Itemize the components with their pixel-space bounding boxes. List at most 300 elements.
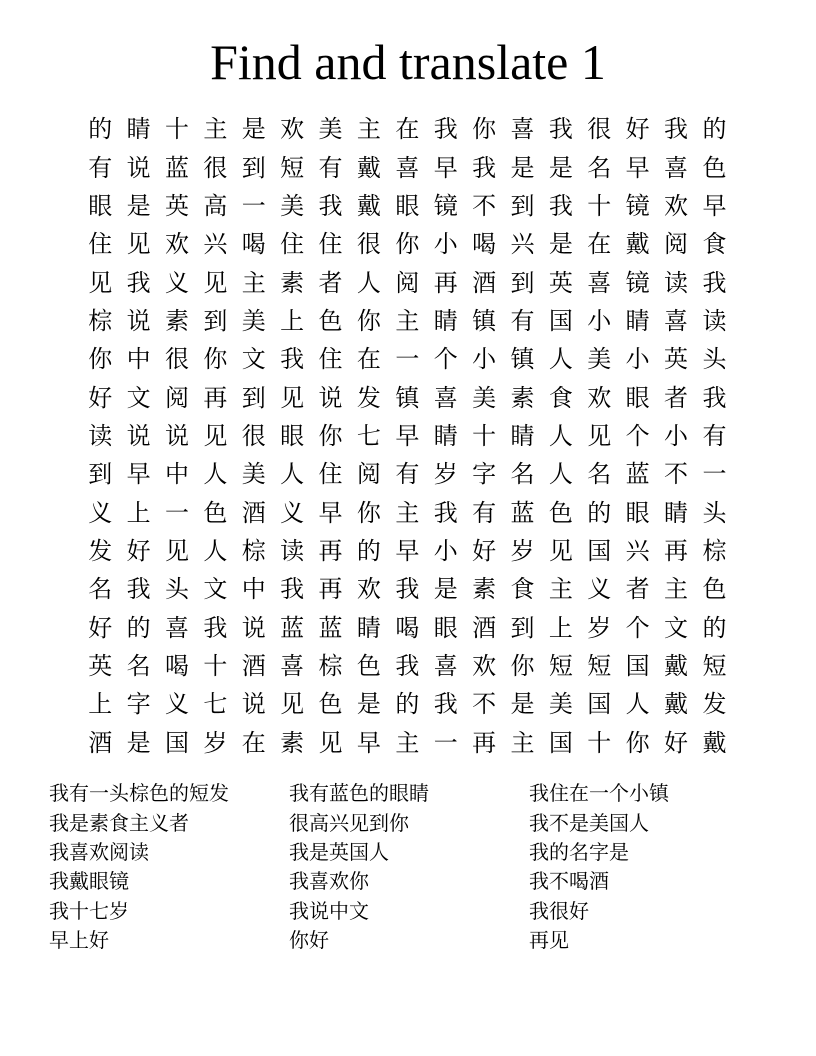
grid-cell: 欢 [164, 230, 189, 259]
grid-cell: 个 [433, 345, 458, 374]
grid-cell: 我 [472, 153, 497, 182]
grid-cell: 喜 [664, 153, 689, 182]
grid-cell: 小 [625, 345, 650, 374]
grid-cell: 蓝 [280, 613, 305, 642]
grid-row [81, 263, 735, 301]
grid-cell: 一 [164, 498, 189, 527]
grid-cell: 酒 [472, 613, 497, 642]
grid-cell: 喜 [433, 651, 458, 680]
grid-cell: 你 [318, 421, 343, 450]
grid-cell: 住 [318, 460, 343, 489]
grid-cell: 是 [548, 230, 573, 259]
grid-cell: 睛 [510, 421, 535, 450]
grid-cell: 我 [203, 613, 228, 642]
grid-cell: 七 [203, 690, 228, 719]
grid-cell: 人 [203, 460, 228, 489]
grid-cell: 睛 [433, 306, 458, 335]
grid-cell: 我 [702, 383, 727, 412]
grid-cell: 见 [280, 383, 305, 412]
grid-cell: 色 [203, 498, 228, 527]
grid-cell: 我 [126, 575, 151, 604]
grid-cell: 一 [702, 460, 727, 489]
grid-cell: 阅 [395, 268, 420, 297]
grid-cell: 色 [318, 306, 343, 335]
grid-cell: 美 [241, 460, 266, 489]
grid-cell: 你 [356, 306, 381, 335]
grid-cell: 名 [510, 460, 535, 489]
grid-cell: 十 [587, 728, 612, 757]
grid-cell: 中 [164, 460, 189, 489]
grid-cell: 说 [318, 383, 343, 412]
grid-cell: 义 [88, 498, 113, 527]
grid-cell: 名 [587, 153, 612, 182]
grid-cell: 你 [625, 728, 650, 757]
grid-cell: 住 [88, 230, 113, 259]
grid-cell: 头 [702, 345, 727, 374]
grid-cell: 的 [702, 115, 727, 144]
grid-cell: 岁 [203, 728, 228, 757]
grid-row [81, 378, 735, 416]
grid-cell: 戴 [664, 690, 689, 719]
grid-row [81, 724, 735, 762]
grid-cell: 阅 [164, 383, 189, 412]
grid-cell: 主 [395, 498, 420, 527]
grid-cell: 早 [318, 498, 343, 527]
grid-cell: 读 [702, 306, 727, 335]
grid-cell: 岁 [587, 613, 612, 642]
grid-cell: 我 [280, 345, 305, 374]
grid-cell: 酒 [88, 728, 113, 757]
grid-cell: 镜 [625, 268, 650, 297]
grid-cell: 到 [88, 460, 113, 489]
grid-cell: 兴 [510, 230, 535, 259]
grid-cell: 好 [664, 728, 689, 757]
grid-cell: 眼 [625, 498, 650, 527]
grid-cell: 主 [395, 728, 420, 757]
grid-cell: 见 [88, 268, 113, 297]
grid-cell: 说 [241, 613, 266, 642]
grid-cell: 主 [510, 728, 535, 757]
word-item: 你好 [289, 928, 329, 953]
grid-cell: 镇 [472, 306, 497, 335]
grid-cell: 色 [702, 153, 727, 182]
word-list-row [49, 926, 769, 955]
word-item: 我有一头棕色的短发 [49, 781, 229, 806]
grid-cell: 你 [88, 345, 113, 374]
grid-cell: 很 [164, 345, 189, 374]
grid-cell: 义 [164, 268, 189, 297]
grid-cell: 棕 [318, 651, 343, 680]
grid-cell: 美 [548, 690, 573, 719]
grid-cell: 眼 [433, 613, 458, 642]
grid-cell: 酒 [472, 268, 497, 297]
grid-cell: 国 [625, 651, 650, 680]
grid-cell: 国 [548, 728, 573, 757]
grid-cell: 岁 [433, 460, 458, 489]
grid-cell: 中 [126, 345, 151, 374]
grid-cell: 说 [164, 421, 189, 450]
grid-cell: 色 [356, 651, 381, 680]
grid-cell: 眼 [625, 383, 650, 412]
grid-cell: 是 [510, 690, 535, 719]
grid-cell: 我 [433, 498, 458, 527]
grid-cell: 人 [203, 536, 228, 565]
grid-row [81, 417, 735, 455]
grid-cell: 食 [510, 575, 535, 604]
grid-cell: 棕 [88, 306, 113, 335]
grid-cell: 我 [433, 690, 458, 719]
grid-cell: 说 [126, 306, 151, 335]
grid-cell: 发 [356, 383, 381, 412]
grid-cell: 喝 [395, 613, 420, 642]
grid-cell: 睛 [356, 613, 381, 642]
grid-cell: 短 [587, 651, 612, 680]
grid-cell: 文 [241, 345, 266, 374]
grid-cell: 人 [280, 460, 305, 489]
grid-cell: 再 [664, 536, 689, 565]
word-item: 我戴眼镜 [49, 869, 129, 894]
grid-cell: 我 [433, 115, 458, 144]
word-item: 我喜欢阅读 [49, 839, 149, 864]
grid-cell: 读 [88, 421, 113, 450]
word-item: 我的名字是 [529, 839, 629, 864]
grid-cell: 主 [241, 268, 266, 297]
grid-cell: 人 [548, 345, 573, 374]
grid-cell: 色 [702, 575, 727, 604]
grid-cell: 镇 [510, 345, 535, 374]
grid-cell: 在 [241, 728, 266, 757]
grid-cell: 说 [126, 421, 151, 450]
grid-cell: 短 [702, 651, 727, 680]
grid-cell: 见 [280, 690, 305, 719]
word-item: 再见 [529, 928, 569, 953]
word-list-row [49, 867, 769, 896]
grid-cell: 说 [241, 690, 266, 719]
grid-row [81, 302, 735, 340]
grid-row [81, 685, 735, 723]
grid-cell: 早 [356, 728, 381, 757]
word-item: 我说中文 [289, 898, 369, 923]
grid-cell: 主 [356, 115, 381, 144]
grid-row [81, 532, 735, 570]
grid-cell: 我 [548, 191, 573, 220]
grid-cell: 有 [472, 498, 497, 527]
grid-cell: 再 [433, 268, 458, 297]
grid-cell: 戴 [702, 728, 727, 757]
grid-cell: 我 [395, 651, 420, 680]
grid-cell: 人 [625, 690, 650, 719]
grid-cell: 人 [548, 460, 573, 489]
grid-cell: 我 [280, 575, 305, 604]
grid-cell: 睛 [625, 306, 650, 335]
word-item: 我是素食主义者 [49, 810, 189, 835]
grid-cell: 喝 [164, 651, 189, 680]
grid-cell: 美 [587, 345, 612, 374]
word-item: 早上好 [49, 928, 109, 953]
grid-cell: 小 [433, 536, 458, 565]
grid-cell: 食 [702, 230, 727, 259]
grid-cell: 住 [318, 230, 343, 259]
grid-cell: 眼 [88, 191, 113, 220]
grid-cell: 是 [510, 153, 535, 182]
grid-cell: 的 [587, 498, 612, 527]
grid-cell: 再 [318, 536, 343, 565]
grid-cell: 酒 [241, 498, 266, 527]
grid-cell: 兴 [203, 230, 228, 259]
grid-cell: 我 [702, 268, 727, 297]
word-search-grid [81, 110, 735, 762]
grid-cell: 文 [203, 575, 228, 604]
page-title: Find and translate 1 [210, 34, 606, 90]
grid-cell: 再 [203, 383, 228, 412]
grid-row [81, 493, 735, 531]
grid-cell: 蓝 [625, 460, 650, 489]
grid-cell: 头 [164, 575, 189, 604]
grid-cell: 早 [395, 536, 420, 565]
grid-row [81, 340, 735, 378]
grid-cell: 发 [702, 690, 727, 719]
grid-cell: 很 [203, 153, 228, 182]
grid-cell: 蓝 [164, 153, 189, 182]
grid-cell: 有 [318, 153, 343, 182]
grid-cell: 喜 [433, 383, 458, 412]
grid-cell: 是 [241, 115, 266, 144]
grid-cell: 见 [126, 230, 151, 259]
grid-cell: 文 [664, 613, 689, 642]
grid-cell: 个 [625, 421, 650, 450]
grid-cell: 阅 [664, 230, 689, 259]
grid-cell: 短 [548, 651, 573, 680]
grid-cell: 喜 [664, 306, 689, 335]
word-item: 我不是美国人 [529, 810, 649, 835]
grid-cell: 十 [587, 191, 612, 220]
grid-row [81, 187, 735, 225]
grid-cell: 读 [664, 268, 689, 297]
word-item: 很高兴见到你 [289, 810, 409, 835]
grid-cell: 蓝 [510, 498, 535, 527]
grid-cell: 文 [126, 383, 151, 412]
grid-cell: 喜 [164, 613, 189, 642]
word-list-row [49, 838, 769, 867]
grid-cell: 的 [88, 115, 113, 144]
grid-row [81, 455, 735, 493]
grid-cell: 喜 [395, 153, 420, 182]
grid-cell: 十 [203, 651, 228, 680]
grid-cell: 镜 [625, 191, 650, 220]
grid-cell: 戴 [664, 651, 689, 680]
word-item: 我很好 [529, 898, 589, 923]
grid-cell: 是 [126, 191, 151, 220]
grid-cell: 说 [126, 153, 151, 182]
grid-cell: 你 [356, 498, 381, 527]
grid-cell: 的 [126, 613, 151, 642]
grid-cell: 中 [241, 575, 266, 604]
grid-cell: 你 [472, 115, 497, 144]
grid-cell: 欢 [356, 575, 381, 604]
grid-cell: 十 [164, 115, 189, 144]
grid-cell: 住 [280, 230, 305, 259]
grid-cell: 小 [664, 421, 689, 450]
grid-cell: 义 [587, 575, 612, 604]
grid-cell: 到 [510, 268, 535, 297]
grid-cell: 主 [395, 306, 420, 335]
grid-cell: 睛 [433, 421, 458, 450]
grid-cell: 再 [472, 728, 497, 757]
grid-cell: 主 [548, 575, 573, 604]
grid-cell: 是 [548, 153, 573, 182]
grid-cell: 很 [356, 230, 381, 259]
grid-cell: 者 [664, 383, 689, 412]
grid-cell: 国 [587, 536, 612, 565]
grid-cell: 字 [126, 690, 151, 719]
grid-cell: 到 [510, 613, 535, 642]
grid-cell: 到 [241, 153, 266, 182]
grid-cell: 眼 [395, 191, 420, 220]
grid-cell: 素 [280, 728, 305, 757]
grid-cell: 英 [548, 268, 573, 297]
grid-row [81, 647, 735, 685]
grid-cell: 好 [625, 115, 650, 144]
grid-cell: 上 [280, 306, 305, 335]
grid-cell: 头 [702, 498, 727, 527]
grid-cell: 我 [126, 268, 151, 297]
grid-row [81, 225, 735, 263]
grid-cell: 一 [241, 191, 266, 220]
grid-cell: 素 [164, 306, 189, 335]
grid-cell: 色 [318, 690, 343, 719]
grid-cell: 国 [587, 690, 612, 719]
grid-cell: 睛 [126, 115, 151, 144]
grid-cell: 兴 [625, 536, 650, 565]
grid-cell: 有 [510, 306, 535, 335]
grid-cell: 英 [664, 345, 689, 374]
grid-row [81, 148, 735, 186]
grid-cell: 见 [587, 421, 612, 450]
grid-cell: 一 [433, 728, 458, 757]
grid-cell: 名 [587, 460, 612, 489]
grid-cell: 喜 [510, 115, 535, 144]
grid-cell: 欢 [280, 115, 305, 144]
grid-cell: 见 [548, 536, 573, 565]
grid-cell: 有 [395, 460, 420, 489]
grid-cell: 镇 [395, 383, 420, 412]
grid-cell: 主 [664, 575, 689, 604]
grid-cell: 素 [280, 268, 305, 297]
grid-cell: 上 [126, 498, 151, 527]
grid-cell: 素 [510, 383, 535, 412]
grid-cell: 人 [548, 421, 573, 450]
grid-cell: 到 [510, 191, 535, 220]
grid-cell: 欢 [472, 651, 497, 680]
grid-cell: 小 [433, 230, 458, 259]
grid-cell: 名 [126, 651, 151, 680]
grid-cell: 不 [472, 690, 497, 719]
grid-cell: 主 [203, 115, 228, 144]
grid-cell: 人 [356, 268, 381, 297]
word-item: 我喜欢你 [289, 869, 369, 894]
grid-cell: 食 [548, 383, 573, 412]
word-item: 我是英国人 [289, 839, 389, 864]
grid-cell: 我 [664, 115, 689, 144]
grid-cell: 很 [587, 115, 612, 144]
word-item: 我有蓝色的眼睛 [289, 781, 429, 806]
grid-cell: 国 [548, 306, 573, 335]
grid-cell: 棕 [702, 536, 727, 565]
grid-cell: 上 [548, 613, 573, 642]
grid-cell: 是 [356, 690, 381, 719]
grid-cell: 是 [433, 575, 458, 604]
grid-cell: 住 [318, 345, 343, 374]
grid-cell: 好 [472, 536, 497, 565]
grid-cell: 短 [280, 153, 305, 182]
grid-row [81, 110, 735, 148]
grid-cell: 美 [318, 115, 343, 144]
grid-cell: 英 [164, 191, 189, 220]
grid-cell: 十 [472, 421, 497, 450]
word-list-row [49, 779, 769, 808]
grid-cell: 戴 [356, 191, 381, 220]
word-item: 我十七岁 [49, 898, 129, 923]
word-list-row [49, 897, 769, 926]
grid-cell: 的 [356, 536, 381, 565]
grid-cell: 义 [280, 498, 305, 527]
word-item: 我不喝酒 [529, 869, 609, 894]
grid-cell: 早 [395, 421, 420, 450]
grid-cell: 阅 [356, 460, 381, 489]
grid-cell: 个 [625, 613, 650, 642]
grid-cell: 有 [88, 153, 113, 182]
grid-cell: 七 [356, 421, 381, 450]
grid-row [81, 570, 735, 608]
grid-cell: 到 [203, 306, 228, 335]
word-item: 我住在一个小镇 [529, 781, 669, 806]
grid-cell: 镜 [433, 191, 458, 220]
grid-cell: 很 [241, 421, 266, 450]
grid-cell: 我 [318, 191, 343, 220]
grid-cell: 岁 [510, 536, 535, 565]
grid-cell: 美 [280, 191, 305, 220]
grid-cell: 你 [203, 345, 228, 374]
grid-cell: 在 [587, 230, 612, 259]
grid-cell: 喜 [587, 268, 612, 297]
grid-cell: 早 [625, 153, 650, 182]
word-list [49, 779, 769, 955]
grid-cell: 美 [472, 383, 497, 412]
grid-row [81, 608, 735, 646]
grid-cell: 再 [318, 575, 343, 604]
grid-cell: 好 [88, 383, 113, 412]
grid-cell: 欢 [664, 191, 689, 220]
grid-cell: 喝 [472, 230, 497, 259]
grid-cell: 上 [88, 690, 113, 719]
grid-cell: 戴 [625, 230, 650, 259]
grid-cell: 戴 [356, 153, 381, 182]
grid-cell: 好 [88, 613, 113, 642]
grid-cell: 早 [126, 460, 151, 489]
grid-cell: 欢 [587, 383, 612, 412]
grid-cell: 义 [164, 690, 189, 719]
grid-cell: 棕 [241, 536, 266, 565]
grid-cell: 见 [203, 421, 228, 450]
grid-cell: 者 [625, 575, 650, 604]
grid-cell: 有 [702, 421, 727, 450]
grid-cell: 早 [433, 153, 458, 182]
grid-cell: 我 [548, 115, 573, 144]
grid-cell: 蓝 [318, 613, 343, 642]
grid-cell: 者 [318, 268, 343, 297]
grid-cell: 你 [510, 651, 535, 680]
grid-cell: 喝 [241, 230, 266, 259]
